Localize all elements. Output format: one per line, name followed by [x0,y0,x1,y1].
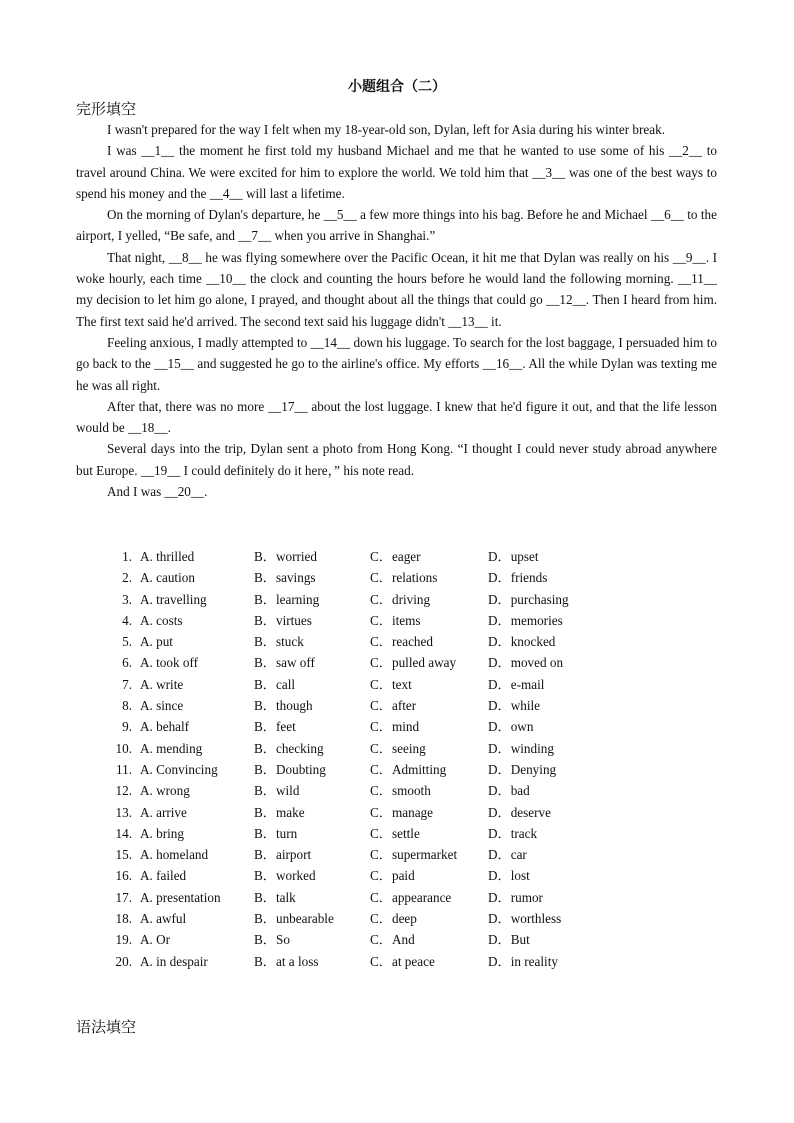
option-a: A. bring [140,825,184,841]
option-a: A. since [140,698,184,714]
option-b: B．wild [254,783,300,799]
passage-paragraph: I was __1__ the moment he first told my husband Michael and me that he wanted to use some of his __2__ to travel around China. We were excited for him to explore the world. We told him that __3__ was one of the best ways to spend his money and the __4__ will last a lifetime. [76,143,717,201]
option-b: B．worried [254,549,317,564]
option-d: D．friends [488,570,548,586]
passage-paragraph: Several days into the trip, Dylan sent a photo from Hong Kong. “I thought I could never study abroad anywhere but Europe. __19__ I could definitely do it here，” his note read. [76,441,717,478]
option-d: D．But [488,932,530,948]
option-b: B．airport [254,847,312,863]
option-d: D．deserve [488,804,551,820]
passage-paragraph: I wasn't prepared for the way I felt when my 18-year-old son, Dylan, left for Asia during his winter break. [107,122,666,137]
option-c: C．relations [370,570,438,586]
option-c: C．mind [370,719,420,735]
question-number: 3. [122,591,132,607]
option-a: A. mending [140,740,203,756]
question-row [108,631,628,652]
option-a: A. failed [140,868,187,884]
option-d: D．upset [488,549,539,564]
option-b: B．Doubting [254,761,326,777]
question-row [108,674,628,695]
option-b: B．learning [254,591,320,607]
question-row [108,951,628,972]
option-b: B．savings [254,570,316,586]
option-d: D．memories [488,612,563,628]
option-d: D．own [488,719,534,735]
question-row [108,865,628,886]
option-b: B．feet [254,719,296,735]
question-number: 11. [116,761,132,777]
option-c: C．at peace [370,953,435,969]
option-c: C．text [370,676,412,692]
option-a: A. in despair [140,953,208,969]
option-c: C．deep [370,911,417,927]
question-number: 10. [115,740,132,756]
question-row [108,844,628,865]
option-b: B．unbearable [254,911,334,927]
option-d: D．Denying [488,761,557,777]
option-c: C．manage [370,804,433,820]
passage-paragraph: After that, there was no more __17__ about the lost luggage. I knew that he'd figure it out, and that the life lesson would be __18__. [76,398,717,436]
option-a: A. awful [140,911,187,927]
question-row [108,610,628,631]
option-d: D．winding [488,740,554,756]
option-d: D．knocked [488,634,556,650]
option-c: C．items [370,612,421,628]
question-row [108,695,628,716]
option-a: A. arrive [140,804,187,820]
question-row [108,738,628,759]
option-c: C．paid [370,868,415,884]
question-number: 1. [122,549,132,564]
option-a: A. put [140,634,173,650]
question-row [108,759,628,780]
option-d: D．in reality [488,953,558,969]
option-b: B．though [254,698,313,714]
option-b: B．make [254,804,305,820]
option-c: C．seeing [370,740,426,756]
option-c: C．smooth [370,783,431,799]
option-a: A. homeland [140,847,209,863]
option-c: C．settle [370,825,420,841]
question-row [108,652,628,673]
option-a: A. took off [140,655,198,671]
section-heading-grammar: 语法填空 [76,1018,137,1036]
option-c: C．driving [370,591,431,607]
option-d: D．track [488,825,538,841]
option-d: D．while [488,698,541,714]
option-a: A. travelling [140,591,207,607]
section-heading-cloze: 完形填空 [76,100,137,118]
option-c: C．Admitting [370,761,447,777]
option-a: A. Or [140,932,171,948]
option-b: B．checking [254,740,324,756]
question-number: 8. [122,698,132,714]
passage-paragraph: Feeling anxious, I madly attempted to __14__ down his luggage. To search for the lost baggage, I persuaded him to go back to the __15__ and suggested he go to the airline's office. My efforts __16__. All the while Dylan was texting me he was all right. [76,334,717,393]
option-b: B．saw off [254,655,315,671]
option-c: C．after [370,698,417,714]
question-row [108,716,628,737]
option-a: A. behalf [140,719,190,735]
option-a: A. costs [140,612,183,628]
option-c: C．eager [370,549,421,564]
option-a: A. write [140,676,184,692]
option-b: B．at a loss [254,953,319,969]
question-number: 9. [122,719,132,735]
passage-paragraph: And I was __20__. [107,484,208,500]
question-number: 14. [115,825,132,841]
question-number: 2. [122,570,132,586]
answer-options-list [108,546,628,972]
option-c: C．supermarket [370,847,458,863]
option-a: A. Convincing [140,761,218,777]
question-number: 13. [115,804,132,820]
option-a: A. caution [140,570,195,586]
question-row [108,929,628,950]
question-row [108,887,628,908]
option-c: C．reached [370,634,433,650]
option-d: D．bad [488,783,530,799]
option-a: A. presentation [140,889,221,905]
question-row [108,546,628,567]
question-number: 6. [122,655,132,671]
question-number: 12. [115,783,132,799]
question-number: 17. [115,889,132,905]
option-b: B．So [254,932,290,948]
question-row [108,908,628,929]
option-c: C．appearance [370,889,452,905]
option-b: B．turn [254,825,298,841]
option-a: A. thrilled [140,549,195,564]
option-a: A. wrong [140,783,190,799]
passage-paragraph: That night, __8__ he was flying somewhere over the Pacific Ocean, it hit me that Dylan was really on his __9__. I woke hourly, each time __10__ the clock and counting the hours before he would land the following morning. __11__ my decision to let him go alone, I prayed, and thought about all the things that could go __12__. Then I heard from him. The first text said he'd arrived. The second text said his luggage didn't __13__ it. [76,249,717,329]
question-number: 19. [115,932,132,948]
question-row [108,823,628,844]
question-row [108,589,628,610]
option-d: D．lost [488,868,530,884]
question-number: 20. [115,953,132,969]
cloze-passage [76,119,717,502]
option-d: D．car [488,847,527,863]
option-d: D．purchasing [488,591,569,607]
option-b: B．worked [254,868,316,884]
option-d: D．moved on [488,655,564,671]
option-b: B．talk [254,889,296,905]
question-number: 16. [115,868,132,884]
question-number: 4. [122,612,132,628]
option-b: B．call [254,676,296,692]
option-c: C．And [370,932,415,948]
option-d: D．worthless [488,911,562,927]
option-d: D．rumor [488,889,543,905]
option-d: D．e-mail [488,676,545,692]
question-row [108,802,628,823]
question-number: 5. [122,634,132,650]
option-c: C．pulled away [370,655,457,671]
option-b: B．stuck [254,634,304,650]
question-row [108,567,628,588]
question-number: 15. [115,847,132,863]
page-title: 小题组合（二） [348,79,446,95]
passage-paragraph: On the morning of Dylan's departure, he __5__ a few more things into his bag. Before he and Michael __6__ to the airport, I yelled, “Be safe, and __7__ when you arrive in Shanghai.” [76,207,717,244]
question-number: 7. [122,676,132,692]
option-b: B．virtues [254,612,312,628]
question-row [108,780,628,801]
question-number: 18. [115,911,132,927]
